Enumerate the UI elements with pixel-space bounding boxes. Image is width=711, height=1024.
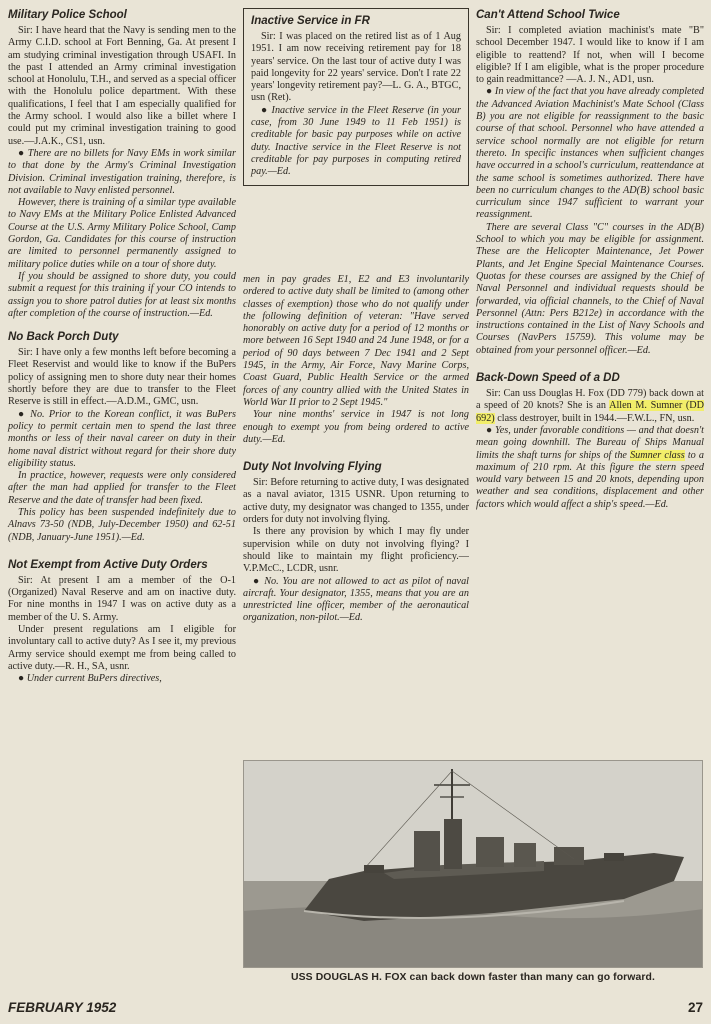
answer-body: No. You are not allowed to act as pilot of naval aircraft. Your designator, 1355, means that you are an unrestricted line officer, member of the aeronautical organization, non-pilot.—Ed. — [243, 575, 470, 624]
answer-text: There are several Class "C" courses in the AD(B) School to which you may be eligible for assignment. These are the Helicopter Maintenance, Jet Power Plants, and Jet Engine Special Maintenance Courses. Quotas for these courses are assigned by the Chief of Naval Personnel and individual requests should be forwarded, via official channels, to the Chief of Naval Personnel (Attn: Pers B212e) in accordance with the instructions contained in the List of Navy Schools and Courses (NavPers 15759). This volume may be obtained from your personnel officer.—Ed. — [476, 221, 704, 356]
section-military-police-school — [8, 8, 236, 320]
answer-text: However, there is training of a similar type available to Navy EMs at the Military Police Enlisted Advanced Course at the U.S. Army Military Police School, Camp Gordon, Ga. Candidates for this course of instruction are limited to personnel permanently assigned to military police duties while on a tour of shore duty. — [8, 197, 236, 270]
letter-text — [476, 388, 704, 425]
bullet-icon: ● — [253, 575, 265, 587]
middle-column-top — [243, 8, 469, 186]
bullet-icon: ● — [486, 86, 495, 98]
letter-text: Sir: At present I am a member of the O-1 (Organized) Naval Reserve and am on inactive duty. For nine months in 1947 I was on active duty as a member of the U. S. Army. — [8, 574, 236, 623]
section-title: Duty Not Involving Flying — [243, 461, 382, 474]
answer-body: Under current BuPers directives, — [26, 673, 162, 685]
section-cant-attend-school-twice — [476, 8, 704, 357]
answer-text: men in pay grades E1, E2 and E3 involuntarily ordered to active duty shall be limited to (among other classes of exemption) those who do not qualify under the following definition of veteran: "Have served honorably on active duty for a period of 12 months or more between 16 Sept 1940 and 24 June 1948, or for a period of 90 days between 7 Dec 1941 and 2 Sept 1945, in the Army, Air Force, Navy Marine Corps, Coast Guard, Public Health Service or the armed forces of any country allied with the United States in World War II prior to 2 Sept 1945." — [243, 274, 469, 408]
section-title: Military Police School — [8, 9, 127, 21]
letter-text: Sir: I have only a few months left before becoming a Fleet Reservist and would like to know if the BuPers policy of assigning men to shore duty near their homes shortly before they are due to transfer to the Fleet Reserve is still in effect.—A.D.M., GMC, usn. — [8, 347, 236, 408]
answer-text — [8, 148, 236, 197]
boxed-section-inactive-service — [243, 8, 469, 186]
answer-text: In practice, however, requests were only considered after the man had applied for transfer to the Fleet Reserve and the date of transfer had been fixed. — [8, 470, 236, 506]
section-back-down-speed — [476, 371, 704, 511]
letter-text: Sir: I completed aviation machinist's mate "B" school December 1947. I would like to know if I am eligible to reattend? If not, when will I become eligible? If I am eligible, what is the proper procedure to gain readmittance? —A. J. N., AD1, usn. — [476, 25, 704, 86]
section-not-exempt — [8, 558, 236, 686]
bullet-icon: ● — [261, 104, 272, 116]
left-column — [8, 8, 236, 696]
answer-text — [8, 673, 236, 685]
section-title: Can't Attend School Twice — [476, 9, 620, 21]
answer-body: No. Prior to the Korean conflict, it was BuPers policy to permit certain men to spend the last three months or less of their naval career on duty in their home naval district without regard for their shore duty eligibility status. — [8, 408, 237, 469]
answer-body: Inactive service in the Fleet Reserve (in your case, from 30 June 1949 to 11 Feb 1951) is creditable for basic pay purposes while on active duty. Inactive service in the Fleet Reserve is not creditable for pay purposes in computing retired pay.—Ed. — [251, 104, 461, 178]
letter-text: Sir: I was placed on the retired list as of 1 Aug 1951. I am now receiving retirement pay for 18 years' service. On the last tour of active duty I was paid longevity for 22 years' service. Don't I rate 22 years' longevity retirement pay?—L. G. A., BTGC, usn (Ret). — [251, 31, 461, 104]
highlighted-text: Allen M. Sumner (DD 692) — [476, 400, 704, 424]
ship-illustration — [244, 761, 703, 968]
section-title: Inactive Service in FR — [251, 15, 370, 27]
answer-text — [251, 105, 461, 179]
answer-text — [476, 86, 704, 221]
answer-text — [8, 409, 236, 470]
answer-body: In view of the fact that you have already completed the Advanced Aviation Machinist's Mate School (Class B) you are not eligible for reassignment to the basic course of that school. Personnel who have attended a service school normally are not eligible for return thereto. In specific instances when sufficient changes have occurred in a school's curriculum, reattendance at the same school is sometimes authorized. There have been no curriculum changes to the AD(B) school basic curriculum since 1947 sufficient to warrant your reassignment. — [476, 86, 704, 221]
letter-text: Sir: I have heard that the Navy is sending men to the Army C.I.D. school at Fort Benning, Ga. At present I am studying criminal investigation through USAFI. In the past I attended an Army criminal investigation school at Honolulu, T.H., and served as a special officer with the Honolulu police department. With these qualifications, I feel that I am especially qualified for the Army school. I would also like a billet where I could put my criminal investigation training to good use.—J.A.K., CS1, usn. — [8, 25, 236, 147]
answer-text: If you should be assigned to shore duty, you could submit a request for this training if your CO intends to assign you to shore patrol duties for at least six months after completion of the course of instruction.—Ed. — [8, 270, 236, 319]
issue-date: FEBRUARY 1952 — [8, 1000, 117, 1015]
answer-body: There are no billets for Navy EMs in work similar to that done by the Army's Criminal Investigation Division. Criminal investigation training, therefore, is not available to Navy enlisted personnel. — [8, 147, 236, 196]
highlighted-text: Sumner class — [630, 449, 685, 461]
bullet-icon: ● — [18, 673, 27, 685]
bullet-icon: ● — [486, 424, 496, 436]
answer-text: Your nine months' service in 1947 is not long enough to exempt you from being ordered to active duty.—Ed. — [243, 409, 469, 445]
photo-caption: USS DOUGLAS H. FOX can back down faster than many can go forward. — [291, 972, 655, 983]
section-title: Back-Down Speed of a DD — [476, 372, 620, 385]
answer-text — [476, 425, 704, 511]
destroyer-photo — [243, 760, 703, 968]
right-column — [476, 8, 704, 521]
letter-text-part: Sir: Can uss Douglas H. Fox (DD 779) back down at a speed of 20 knots? She is an — [476, 388, 704, 412]
section-title: Not Exempt from Active Duty Orders — [8, 558, 208, 571]
bullet-icon: ● — [18, 408, 31, 420]
letter-text: Is there any provision by which I may fly under supervision while on duty not involving flying? I should like to maintain my flight proficiency.—V.P.McC., LCDR, usnr. — [243, 526, 469, 575]
letter-text: Sir: Before returning to active duty, I was designated as a naval aviator, 1315 USNR. Upon returning to active duty, my designator was changed to 1355, under orders for duty not involving flying. — [243, 477, 469, 526]
middle-column-lower — [243, 274, 469, 635]
answer-body: to a maximum of 210 rpm. At this figure the stern speed would vary between 15 and 20 knots, depending upon weather and sea conditions, displacement and other factors which would affect a ship's speed.—Ed. — [476, 449, 704, 510]
answer-body: Yes, under favorable conditions — and that doesn't mean going downhill. The Bureau of Ships Manual limits the shaft turns for ships of the — [476, 424, 704, 461]
page-number: 27 — [687, 1000, 703, 1015]
page-footer — [8, 996, 703, 1018]
section-continued-answer — [243, 274, 469, 446]
answer-text — [243, 576, 469, 625]
bullet-icon: ● — [18, 147, 28, 159]
answer-text: This policy has been suspended indefinitely due to Alnavs 73-50 (NDB, July-December 1950) and 62-51 (NDB, January-June 1951).—Ed. — [8, 506, 236, 543]
section-duty-not-involving-flying — [243, 460, 469, 625]
letter-text-part: class destroyer, built in 1944.—F.W.L., FN, usn. — [494, 412, 695, 424]
section-title: No Back Porch Duty — [8, 331, 119, 344]
letter-text: Under present regulations am I eligible for involuntary call to active duty? As I see it, my previous Army service should exempt me from being called to active duty.—R. H., SA, usnr. — [8, 624, 236, 672]
section-no-back-porch-duty — [8, 330, 236, 544]
